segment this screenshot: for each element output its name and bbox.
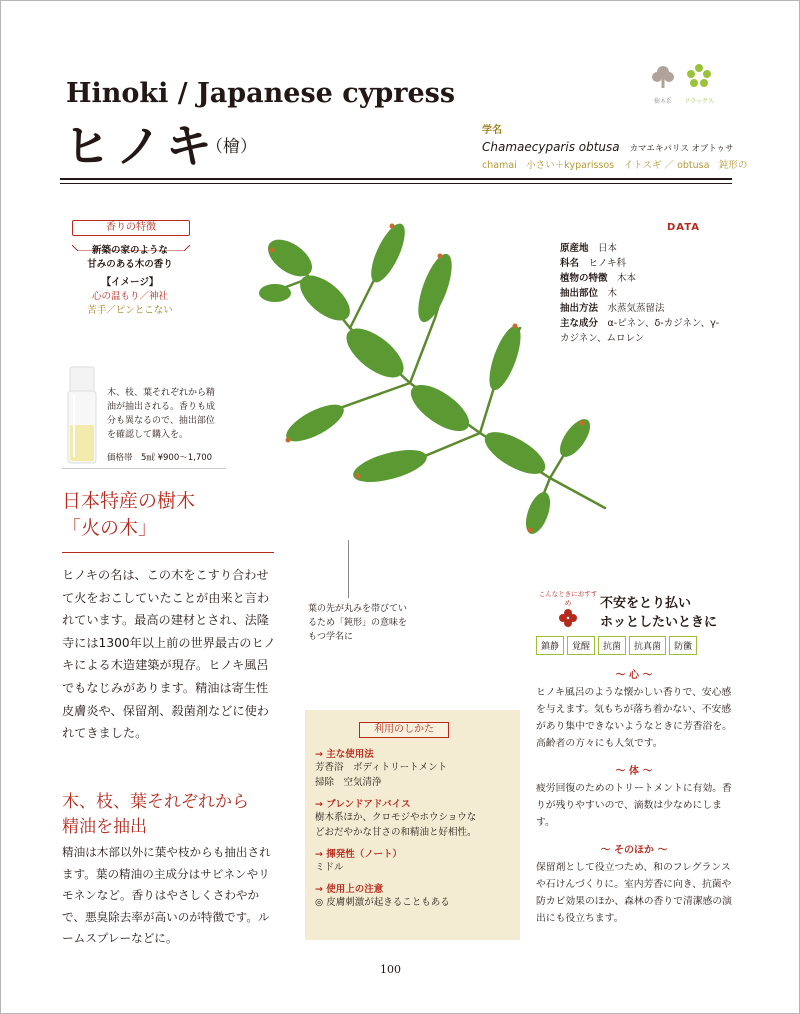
effect-tag: 覚醒 [567, 636, 595, 655]
data-row [560, 241, 720, 256]
scent-label: 香りの特徴 [72, 220, 190, 236]
tree-icon-box [648, 62, 678, 105]
scent-line-1: 新築の家のような [91, 245, 168, 256]
data-value: 木本 [617, 273, 637, 284]
usage-line: ◎ 皮膚刺激が起きることもある [315, 897, 450, 908]
data-key: 原産地 [560, 243, 589, 254]
sci-reading: カマエキパリス オブトゥサ [629, 144, 734, 154]
tree-icon-label: 樹木系 [653, 98, 672, 105]
data-heading: DATA [667, 222, 701, 233]
article-paragraph-1: ヒノキの名は、この木をこすり合わせて火をおこしていたことが由来と言われています。最高の建材とされ、法隆寺には1300年以上前の世界最古のヒノキによる木造建築が現存。ヒノキ風呂でもなじみがあります。精油は寄生性皮膚炎や、保留剤、殺菌剤などに使われてきました。 [62, 568, 276, 741]
page-number: 100 [380, 963, 401, 976]
scent-line-2: 甘みのある木の香り [87, 259, 173, 270]
title-english: Hinoki / Japanese cypress [66, 78, 456, 109]
flower-icon-label: リラックス [684, 98, 714, 105]
oil-bottle-image [62, 365, 102, 465]
illustration-caption: 葉の先が丸みを帯びているため「鈍形」の意味をもつ学名に [308, 604, 408, 642]
data-key: 主な成分 [560, 318, 599, 329]
data-table [560, 241, 720, 346]
usage-label: 利用のしかた [359, 722, 449, 738]
effect-tag: 防黴 [669, 636, 697, 655]
heading-1-line-2: 「火の木」 [62, 517, 158, 539]
data-value: 木 [607, 288, 618, 299]
data-value: α-ピネン、δ-カジネン、γ-カジネン、ムロレン [560, 318, 720, 344]
product-rule [62, 468, 226, 469]
article-heading-2 [62, 790, 276, 840]
heading-2-line-2: 精油を抽出 [62, 817, 147, 837]
header-rule-thick [60, 178, 732, 180]
heading-1-line-1: 日本特産の樹木 [62, 490, 196, 512]
effect-tag: 抗菌 [598, 636, 626, 655]
effect-tag: 鎮静 [536, 636, 564, 655]
sci-etymology: chamai 小さい＋kyparissos イトスギ ／ obtusa 鈍形の [482, 160, 748, 171]
section-body-body: 疲労回復のためのトリートメントに有効。香りが残りやすいので、滴数は少なめにします。 [536, 783, 732, 828]
caption-leader-line [348, 540, 350, 598]
recommend-line-2: ホッとしたいときに [600, 615, 718, 630]
image-good: 心の温もり／神社 [91, 291, 168, 302]
recommend-line-1: 不安をとり払い [600, 596, 692, 611]
data-row [560, 286, 720, 301]
sci-name: Chamaecyparis obtusa [482, 140, 620, 154]
usage-line: どおだやかな甘さの和精油と好相性。 [315, 827, 477, 838]
article-heading-1 [62, 488, 267, 542]
data-key: 科名 [560, 258, 580, 269]
data-row [560, 316, 720, 346]
usage-head: → 主な使用法 [315, 749, 374, 760]
recommend-badge [536, 590, 600, 608]
usage-head: → ブレンドアドバイス [315, 799, 411, 810]
section-head-other: 〜 そのほか 〜 [600, 845, 668, 856]
sci-label: 学名 [482, 125, 502, 136]
price-range: 価格帯 5㎖ ¥900〜1,700 [107, 453, 213, 463]
usage-line: 芳香浴 ボディトリートメント [315, 762, 448, 773]
data-row [560, 301, 720, 316]
product-description: 木、枝、葉それぞれから精油が抽出される。香りも成分も異なるので、抽出部位を確認して購入を。 [107, 388, 216, 440]
section-head-body: 〜 体 〜 [615, 766, 653, 777]
clover-icon [558, 608, 578, 628]
recommend-headline [600, 594, 717, 632]
header-rule-thin [60, 183, 732, 184]
recommend-badge-text: こんなときにおすすめ [538, 590, 598, 607]
data-value: ヒノキ科 [588, 258, 627, 269]
sci-name-line [482, 140, 734, 154]
usage-sections [315, 746, 515, 910]
usage-line: 掃除 空気清浄 [315, 777, 382, 788]
effect-tag: 抗真菌 [629, 636, 666, 655]
data-row [560, 271, 720, 286]
flower-icon-box [684, 62, 714, 105]
section-body-other: 保留剤として役立つため、和のフレグランスや石けんづくりに。室内芳香に向き、抗菌や防カビ効果のほか、森林の香りで清潔感の演出にも役立ちます。 [536, 862, 732, 924]
usage-head: → 使用上の注意 [315, 884, 384, 895]
image-label: 【イメージ】 [101, 277, 159, 288]
usage-box [305, 710, 520, 940]
title-kanji: （檜） [206, 137, 257, 157]
data-key: 植物の特徴 [560, 273, 608, 284]
usage-head: → 揮発性（ノート） [315, 849, 402, 860]
data-key: 抽出部位 [560, 288, 599, 299]
recommend-sections [536, 666, 732, 927]
data-row [560, 256, 720, 271]
data-key: 抽出方法 [560, 303, 599, 314]
heading-2-line-1: 木、枝、葉それぞれから [62, 792, 249, 812]
heading-1-rule [62, 552, 274, 553]
article-paragraph-2: 精油は木部以外に葉や枝からも抽出されます。葉の精油の主成分はサビネンやリモネンなど。香りはやさしくさわやかで、悪臭除去率が高いのが特徴です。ルームスプレーなどに。 [62, 845, 271, 945]
image-bad: 苦手／ピンとこない [87, 305, 173, 316]
section-head-mind: 〜 心 〜 [615, 670, 653, 681]
scent-label-ribbon [72, 236, 190, 240]
data-value: 日本 [598, 243, 618, 254]
tree-icon [649, 62, 677, 90]
usage-line: 樹木系ほか、クロモジやホウショウな [315, 812, 477, 823]
title-japanese: ヒノキ [64, 119, 218, 173]
data-value: 水蒸気蒸留法 [607, 303, 665, 314]
effect-tags [536, 634, 726, 655]
flower-icon [685, 62, 713, 90]
scent-description [72, 244, 188, 318]
section-body-mind: ヒノキ風呂のような懐かしい香りで、安心感を与えます。気もちが落ち着かない、不安感があり集中できないようなときに芳香浴を。高齢者の方々にも人気です。 [536, 687, 732, 749]
usage-line: ミドル [315, 862, 344, 873]
